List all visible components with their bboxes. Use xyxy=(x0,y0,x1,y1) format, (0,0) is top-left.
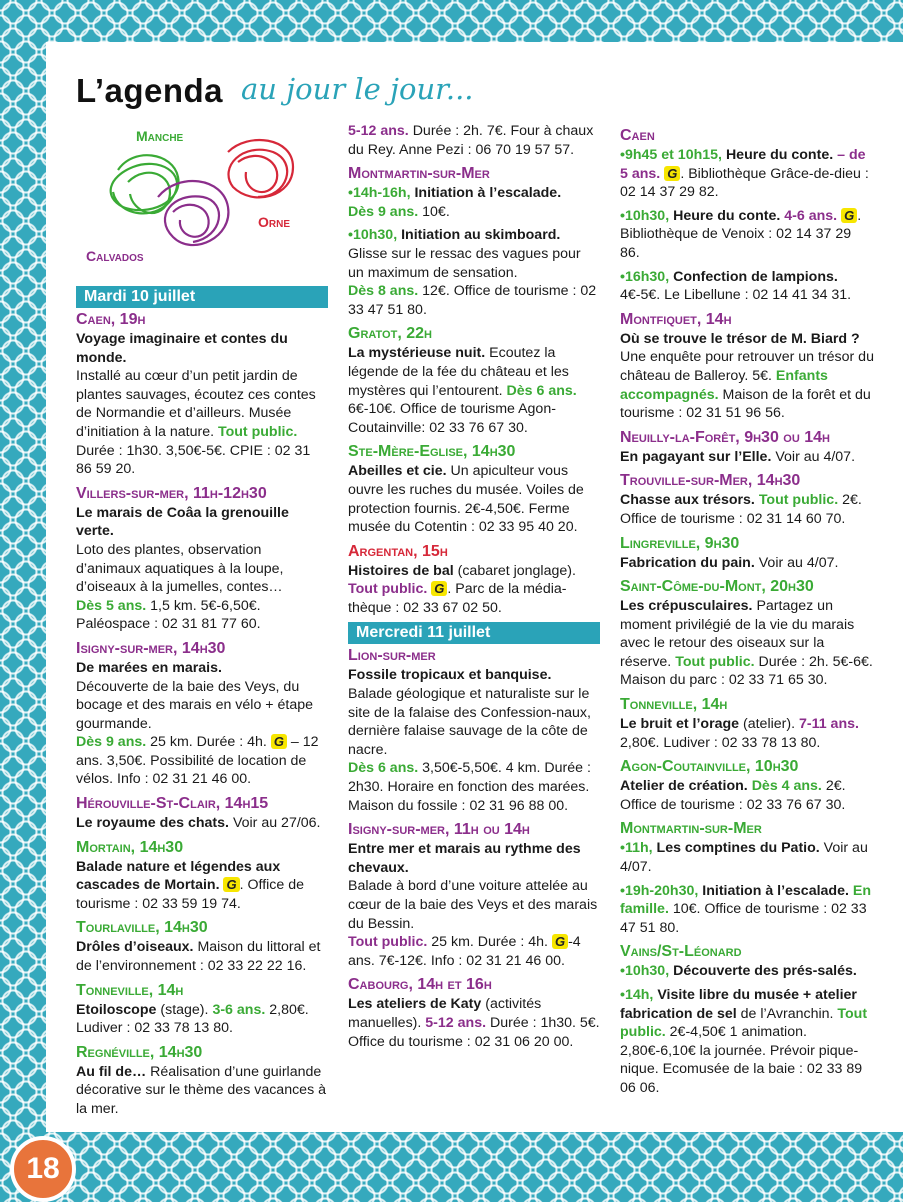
event-time: •16h30, xyxy=(620,268,670,285)
event-title: Atelier de création. xyxy=(620,778,748,795)
event-title: Voyage imaginaire et contes du monde. xyxy=(76,331,288,366)
event xyxy=(348,646,600,815)
event xyxy=(620,428,874,467)
agenda-column-2 xyxy=(348,122,600,1056)
page-number: 18 xyxy=(10,1136,76,1202)
event xyxy=(348,164,600,221)
event-title: Initiation au skimboard. xyxy=(401,227,561,244)
event-title: Découverte des prés-salés. xyxy=(673,963,857,980)
event-time: •14h, xyxy=(620,987,654,1003)
event xyxy=(620,310,874,423)
event-place: Lingreville, 9h30 xyxy=(620,534,740,552)
event xyxy=(620,695,874,752)
event-info: (atelier). xyxy=(743,716,796,733)
event xyxy=(76,484,328,634)
event-title: Drôles d’oiseaux. xyxy=(76,939,194,956)
event xyxy=(620,757,874,814)
event-title: Entre mer et marais au rythme des chevaux. xyxy=(348,841,581,876)
event-place: Tonneville, 14h xyxy=(620,696,728,714)
agenda-column-1 xyxy=(76,286,328,1124)
event-audience: Tout public. xyxy=(348,934,428,951)
event-info: – 12 ans. 3,50€. Possibilité de location de vélos. Info : 02 31 21 46 00. xyxy=(76,734,319,788)
orne-scribble xyxy=(228,140,293,197)
event-info: 10€. xyxy=(422,203,450,220)
event-audience: Tout public. xyxy=(217,423,298,440)
event-place: Trouville-sur-Mer, 14h30 xyxy=(620,472,801,490)
event xyxy=(620,471,874,528)
event-info: 1,5 km. 5€-6,50€. Paléospace : 02 31 81 77 60. xyxy=(76,597,261,633)
event-text: Loto des plantes, observation d’animaux aquatiques à la loupe, d’oiseaux à la jumelles, contes… xyxy=(76,541,284,596)
event-info: Voir au 4/07. xyxy=(620,840,868,876)
event-time: •11h, xyxy=(620,840,653,857)
event-info: 2€-4,50€ 1 animation. 2,80€-6,10€ la journée. Prévoir pique-nique. Ecomusée de la baie : 02 33 89 06 06. xyxy=(620,1024,863,1096)
event-place: Isigny-sur-mer, 14h30 xyxy=(76,639,226,657)
event-audience: Tout public. xyxy=(348,581,428,598)
event-info: 25 km. Durée : 4h. xyxy=(150,734,267,751)
event-text: Glisse sur le ressac des vagues pour un maximum de sensation. xyxy=(348,245,581,281)
event-place: Gratot, 22h xyxy=(348,325,432,343)
event-info: Durée : 2h. 7€. Four à chaux du Rey. Anne Pezi : 06 70 19 57 57. xyxy=(348,123,594,158)
event-info: Réalisation d’une guirlande décorative sur le thème des vacances à la mer. xyxy=(76,1063,326,1117)
event-title: Les comptines du Patio. xyxy=(656,840,820,857)
event-info: Un apiculteur vous ouvre les ruches du musée. Voiles de protection fournis. 2€-4,50€. Ferme musée du Cotentin : 02 33 95 40 20. xyxy=(348,463,584,536)
event xyxy=(620,126,874,202)
gratuit-icon: G xyxy=(552,934,568,949)
event-place: Regnéville, 14h30 xyxy=(76,1043,203,1061)
event-title: Initiation à l’escalade. xyxy=(702,882,849,899)
event-age: Dès 5 ans. xyxy=(76,597,147,614)
event xyxy=(620,882,874,938)
event-title: Le bruit et l’orage xyxy=(620,716,740,733)
event-title: Etoiloscope xyxy=(76,1001,157,1018)
event-place: Caen xyxy=(620,127,655,144)
event-title: La mystérieuse nuit. xyxy=(348,345,486,362)
event-age: 5-12 ans. xyxy=(348,123,409,139)
day-header: Mercredi 11 juillet xyxy=(348,622,600,644)
event xyxy=(620,207,874,263)
event xyxy=(76,838,328,914)
event-time: •10h30, xyxy=(348,227,398,244)
event xyxy=(348,820,600,970)
event-place: Cabourg, 14h et 16h xyxy=(348,976,492,994)
event-info: . Bibliothèque Grâce-de-dieu : 02 14 37 29 82. xyxy=(620,165,869,201)
event-info: -4 ans. 7€-12€. Info : 02 31 21 46 00. xyxy=(348,934,581,969)
event-time: •9h45 et 10h15, xyxy=(620,147,722,163)
event xyxy=(76,639,328,789)
event-info: 25 km. Durée : 4h. xyxy=(431,934,548,951)
event-title: Les ateliers de Katy xyxy=(348,996,482,1013)
event-time: •10h30, xyxy=(620,963,670,980)
event xyxy=(76,918,328,975)
event-place: Montmartin-sur-Mer xyxy=(348,165,490,183)
event-time: •19h-20h30, xyxy=(620,882,699,899)
event-age: Dès 9 ans. xyxy=(348,203,419,220)
event-info: (activités manuelles). xyxy=(348,996,542,1031)
event-place: Vains/St-Léonard xyxy=(620,943,742,961)
gratuit-icon: G xyxy=(271,734,287,749)
region-map xyxy=(78,122,328,272)
event-info: Maison du littoral et de l’environnement : 02 33 22 22 16. xyxy=(76,939,321,975)
day-header: Mardi 10 juillet xyxy=(76,286,328,308)
event-info: Maison de la forêt et du tourisme : 02 31 51 96 56. xyxy=(620,386,871,422)
event-title: De marées en marais. xyxy=(76,659,222,676)
event-info: 4€-5€. Le Libellune : 02 14 41 34 31. xyxy=(620,287,852,304)
page-title: L’agenda xyxy=(76,72,224,109)
event-info: Durée : 1h30. 3,50€-5€. CPIE : 02 31 86 59 20. xyxy=(76,442,311,478)
event-text: Découverte de la baie des Veys, du bocage et des marais en vélo + étape gourmande. xyxy=(76,678,314,732)
page-subtitle-script: au jour le jour... xyxy=(241,72,474,106)
event-info: 2,80€. Ludiver : 02 33 78 13 80. xyxy=(620,734,821,751)
event-audience: Enfants accompagnés. xyxy=(620,367,828,403)
event-audience: Tout public. xyxy=(620,1005,868,1041)
event-place: Hérouville-St-Clair, 14h15 xyxy=(76,795,269,813)
event-info: Voir au 4/07. xyxy=(758,554,839,571)
event-title: Où se trouve le trésor de M. Biard ? xyxy=(620,330,860,347)
event-age: Dès 8 ans. xyxy=(348,283,419,300)
event-text: Partagez un moment privilégié de la vie du marais avec le retour des oiseaux sur la réserve. xyxy=(620,598,855,670)
event xyxy=(348,975,600,1051)
event-info: 2€. Office de tourisme : 02 31 14 60 70. xyxy=(620,492,862,527)
gratuit-icon: G xyxy=(841,208,857,223)
event-title: Balade nature et légendes aux cascades de Mortain. xyxy=(76,858,281,894)
event xyxy=(620,986,874,1098)
event xyxy=(348,542,600,618)
agenda-column-3 xyxy=(620,126,874,1103)
event-info: Voir au 4/07. xyxy=(775,448,856,465)
map-label-manche: Manche xyxy=(136,128,184,144)
event-text: Installé au cœur d’un petit jardin de plantes sauvages, écoutez ces contes de Normandie et d’ailleurs. Musée d’initiation à la nature. xyxy=(76,368,316,440)
event xyxy=(76,981,328,1038)
event-title: Visite libre du musée + atelier fabrication de sel xyxy=(620,987,857,1022)
event-place: Mortain, 14h30 xyxy=(76,838,184,856)
event-info: Durée : 1h30. 5€. Office du tourisme : 02 31 06 20 00. xyxy=(348,1014,600,1050)
event xyxy=(348,324,600,437)
event-text: Ecoutez la légende de la fée du château et les mystères qui l’entourent. xyxy=(348,345,569,399)
event xyxy=(76,1043,328,1119)
event xyxy=(348,226,600,319)
event-place: Ste-Mère-Eglise, 14h30 xyxy=(348,443,516,461)
event-age: 5-12 ans. xyxy=(425,1014,487,1031)
event-title: Heure du conte. xyxy=(673,207,781,224)
event-title: Fossile tropicaux et banquise. xyxy=(348,667,552,684)
event-title: Abeilles et cie. xyxy=(348,463,447,480)
event-place: Lion-sur-mer xyxy=(348,647,436,665)
manche-scribble xyxy=(111,155,179,213)
event xyxy=(348,442,600,536)
event xyxy=(348,122,600,159)
event xyxy=(620,268,874,305)
event-age: – de 5 ans. xyxy=(620,147,866,182)
event-place: Saint-Côme-du-Mont, 20h30 xyxy=(620,578,814,596)
event-info: 12€. Office de tourisme : 02 33 47 51 80. xyxy=(348,283,597,318)
gratuit-icon: G xyxy=(431,581,447,596)
event-audience: Tout public. xyxy=(758,492,839,509)
event xyxy=(76,794,328,833)
event-place: Tourlaville, 14h30 xyxy=(76,919,208,937)
event-place: Montfiquet, 14h xyxy=(620,310,732,328)
event-age: 4-6 ans. xyxy=(784,207,838,224)
event-title: Au fil de… xyxy=(76,1063,147,1080)
event-audience: En famille. xyxy=(620,882,872,918)
event-info: (stage). xyxy=(160,1001,209,1018)
event-text: Une enquête pour retrouver un trésor du château de Balleroy. 5€. xyxy=(620,349,874,384)
event-place: Agon-Coutainville, 10h30 xyxy=(620,758,799,776)
event-info: Voir au 27/06. xyxy=(232,815,321,832)
event-title: Confection de lampions. xyxy=(673,268,838,285)
event xyxy=(620,819,874,876)
event-info: 2,80€. Ludiver : 02 33 78 13 80. xyxy=(76,1001,309,1037)
event-place: Villers-sur-mer, 11h-12h30 xyxy=(76,484,267,502)
event xyxy=(76,310,328,479)
event-time: •14h-16h, xyxy=(348,185,411,202)
event xyxy=(620,577,874,690)
calvados-scribble xyxy=(158,181,228,245)
event-info: 2€. Office de tourisme : 02 33 76 67 30. xyxy=(620,778,846,813)
event-title: Histoires de bal xyxy=(348,562,454,579)
event-time: •10h30, xyxy=(620,207,670,224)
event-info: . Parc de la média-thèque : 02 33 67 02 50. xyxy=(348,581,567,616)
event-title: En pagayant sur l’Elle. xyxy=(620,448,772,465)
event-info: de l’Avranchin. xyxy=(740,1005,834,1022)
event-text: Balade à bord d’une voiture attelée au cœur de la baie des Veys et des marais du Bessin. xyxy=(348,878,598,932)
event-info: 6€-10€. Office de tourisme Agon-Coutainville: 02 33 76 67 30. xyxy=(348,401,556,436)
event-age: 7-11 ans. xyxy=(799,716,859,733)
event-info: 3,50€-5,50€. 4 km. Durée : 2h30. Horaire en fonction des marées. Maison du fossile : 02 31 96 88 00. xyxy=(348,760,591,814)
event-age: Dès 6 ans. xyxy=(506,382,577,399)
event-age: Dès 6 ans. xyxy=(348,760,419,777)
event xyxy=(620,534,874,573)
event xyxy=(620,942,874,981)
event-place: Argentan, 15h xyxy=(348,542,448,560)
event-age: Dès 4 ans. xyxy=(751,778,822,795)
event-info: . Bibliothèque de Venoix : 02 14 37 29 86. xyxy=(620,207,862,261)
map-label-orne: Orne xyxy=(258,214,291,230)
event-title: Initiation à l’escalade. xyxy=(414,185,562,202)
event-age: Dès 9 ans. xyxy=(76,734,147,751)
event-info: . Office de tourisme : 02 33 59 19 74. xyxy=(76,877,304,912)
event-info: (cabaret jonglage). xyxy=(457,562,576,579)
event-info: 10€. Office de tourisme : 02 33 47 51 80. xyxy=(620,901,867,936)
map-label-calvados: Calvados xyxy=(86,248,144,264)
gratuit-icon: G xyxy=(223,877,239,892)
event-place: Montmartin-sur-Mer xyxy=(620,820,762,838)
event-title: Heure du conte. xyxy=(725,147,834,163)
event-audience: Tout public. xyxy=(675,653,755,670)
event-place: Tonneville, 14h xyxy=(76,981,184,999)
event-title: Le marais de Coâa la grenouille verte. xyxy=(76,504,289,540)
event-title: Fabrication du pain. xyxy=(620,554,755,571)
event-info: Durée : 2h. 5€-6€. Maison du parc : 02 33 71 65 30. xyxy=(620,653,873,689)
gratuit-icon: G xyxy=(664,166,680,181)
event-place: Neuilly-la-Forêt, 9h30 ou 14h xyxy=(620,428,830,446)
event-place: Caen, 19h xyxy=(76,311,146,328)
event-place: Isigny-sur-mer, 11h ou 14h xyxy=(348,821,530,839)
event-age: 3-6 ans. xyxy=(212,1001,266,1018)
event-title: Le royaume des chats. xyxy=(76,815,229,832)
event-title: Les crépusculaires. xyxy=(620,598,753,615)
event-title: Chasse aux trésors. xyxy=(620,492,755,509)
event-text: Balade géologique et naturaliste sur le site de la falaise des Confession-naux, dernière falaise sauvage de la côte de nacre. xyxy=(348,686,591,758)
